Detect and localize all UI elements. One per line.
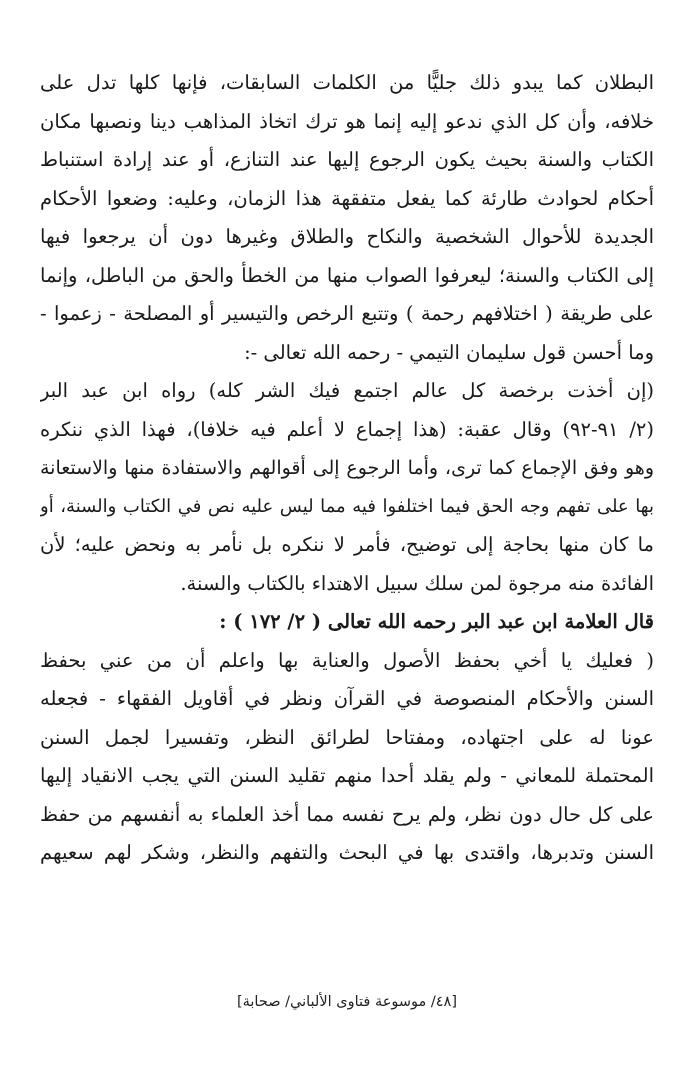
text-line: البطلان كما يبدو ذلك جليًّا من الكلمات السابقات، فإنها كلها تدل على bbox=[40, 71, 654, 94]
section-heading: قال العلامة ابن عبد البر رحمه الله تعالى ( ٢/ ١٧٢ ) : bbox=[219, 610, 654, 633]
footer-text: [٤٨/ موسوعة فتاوى الألباني/ صحابة] bbox=[236, 994, 458, 1010]
quote-line: (إن أخذت برخصة كل عالم اجتمع فيك الشر كله) رواه ابن عبد البر bbox=[40, 379, 654, 402]
text-line: الكتاب والسنة بحيث يكون الرجوع إليها عند التنازع، أو عند إرادة استنباط bbox=[40, 148, 654, 171]
quote-line: على كل حال دون نظر، ولم يرح نفسه مما أخذ العلماء به أنفسهم من حفظ bbox=[40, 802, 654, 826]
text-line: وهو وفق الإجماع كما ترى، وأما الرجوع إلى أقوالهم والاستفادة منها والاستعانة bbox=[40, 457, 654, 479]
quote-line: عونا له على اجتهاده، ومفتاحا لطرائق النظر، وتفسيرا لجمل السنن bbox=[40, 725, 654, 749]
quote-line: المحتملة للمعاني - ولم يقلد أحدا منهم تقليد السنن التي يجب الانقياد إليها bbox=[40, 764, 654, 787]
text-line: بها على تفهم وجه الحق فيما اختلفوا فيه مما ليس عليه نص في الكتاب والسنة، أو bbox=[40, 495, 654, 517]
quote-line: السنن وتدبرها، واقتدى بها في البحث والتفهم والنظر، وشكر لهم سعيهم bbox=[40, 841, 654, 864]
document-body bbox=[40, 64, 654, 1024]
page-footer bbox=[0, 994, 694, 1010]
text-line: وما أحسن قول سليمان التيمي - رحمه الله تعالى -: bbox=[244, 340, 654, 364]
text-line: الجديدة للأحوال الشخصية والنكاح والطلاق وغيرها دون أن يرجعوا فيها bbox=[40, 225, 654, 248]
quote-line: ( فعليك يا أخي بحفظ الأصول والعناية بها واعلم أن من عني بحفظ bbox=[40, 648, 654, 672]
text-line: أحكام لحوادث طارئة كما يفعل متفقهة هذا الزمان، وعليه: وضعوا الأحكام bbox=[40, 186, 654, 210]
quote-line: السنن والأحكام المنصوصة في القرآن ونظر في أقاويل الفقهاء - فجعله bbox=[40, 687, 654, 710]
text-line: إلى الكتاب والسنة؛ ليعرفوا الصواب منها من الخطأ والحق من الباطل، وإنما bbox=[40, 263, 654, 287]
text-line: الفائدة منه مرجوة لمن سلك سبيل الاهتداء بالكتاب والسنة. bbox=[180, 571, 654, 595]
text-line: (٢/ ٩١-٩٢) وقال عقبة: (هذا إجماع لا أعلم فيه خلافا)، فهذا الذي ننكره bbox=[40, 417, 654, 441]
text-line: خلافه، وأن كل الذي ندعو إليه إنما هو ترك اتخاذ المذاهب دينا ونصبها مكان bbox=[40, 109, 654, 133]
text-line: ما كان منها بحاجة إلى توضيح، فأمر لا ننكره بل نأمر به ونحض عليه؛ لأن bbox=[40, 533, 654, 556]
text-line: على طريقة ( اختلافهم رحمة ) وتتبع الرخص والتيسير أو المصلحة - زعموا - bbox=[40, 302, 654, 325]
